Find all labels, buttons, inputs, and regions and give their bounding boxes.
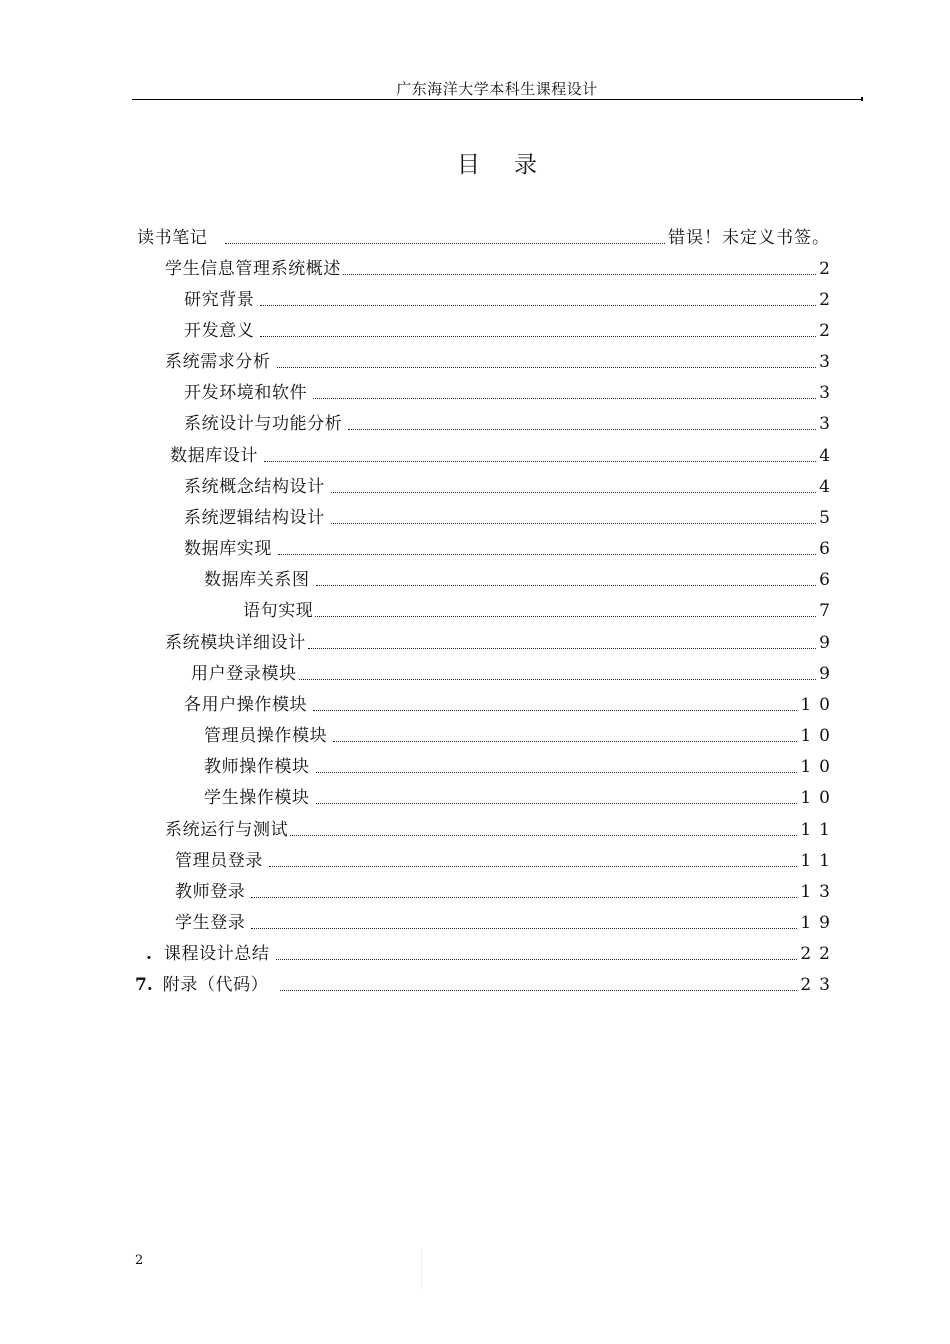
toc-entry[interactable] [184, 693, 838, 717]
toc-leader [278, 554, 816, 555]
toc-entry-label: 课程设计总结 [163, 944, 270, 964]
toc-entry-page: 6 [819, 539, 838, 559]
toc-entry-label: 教师登录 [175, 882, 246, 902]
toc-leader [290, 835, 797, 836]
toc-entry-page: 10 [800, 788, 838, 808]
toc-leader [264, 461, 816, 462]
toc-entry-label: 教师操作模块 [204, 757, 310, 777]
toc-entry-page: 10 [800, 726, 838, 746]
toc-entry-label: 系统需求分析 [165, 352, 271, 372]
toc-leader [315, 616, 816, 617]
header-rule-end [861, 97, 863, 101]
toc-leader [343, 274, 816, 275]
toc-entry-page: 3 [819, 414, 838, 434]
toc-entry[interactable] [165, 818, 838, 842]
toc-entry[interactable] [184, 537, 838, 561]
toc-leader [331, 492, 816, 493]
toc-entry[interactable] [204, 755, 838, 779]
toc-entry-label: 管理员登录 [175, 851, 263, 871]
toc-entry[interactable] [135, 226, 830, 250]
toc-leader [260, 336, 816, 337]
header-rule [132, 99, 862, 100]
toc-entry-number: . [146, 944, 152, 964]
toc-leader [251, 928, 797, 929]
toc-leader [225, 243, 665, 244]
toc-entry[interactable] [175, 849, 838, 873]
toc-entry[interactable] [170, 444, 838, 468]
toc-leader [251, 897, 797, 898]
toc-entry-page: 9 [819, 633, 838, 653]
toc-entry-page: 9 [819, 664, 838, 684]
toc-entry-number: 7. [135, 975, 153, 995]
toc-entry-page: 3 [819, 383, 838, 403]
toc-entry[interactable] [243, 599, 838, 623]
footer-divider [421, 1248, 422, 1290]
toc-entry-label: 开发意义 [184, 321, 255, 341]
toc-leader [333, 741, 797, 742]
toc-entry-page: 10 [800, 695, 838, 715]
toc-entry-page: 19 [800, 913, 838, 933]
toc-entry[interactable] [165, 631, 838, 655]
toc-leader [269, 866, 797, 867]
toc-entry[interactable] [165, 350, 838, 374]
toc-leader [308, 648, 816, 649]
toc-leader [277, 367, 817, 368]
toc-entry-label: 开发环境和软件 [184, 383, 308, 403]
toc-entry-label: 研究背景 [184, 290, 255, 310]
toc-entry-label: 数据库实现 [184, 539, 272, 559]
toc-entry-page: 11 [800, 820, 838, 840]
page-number: 2 [135, 1253, 144, 1268]
page-title: 目录 [457, 152, 571, 178]
toc-entry-label: 学生信息管理系统概述 [165, 259, 341, 279]
toc-entry-page: 22 [800, 944, 838, 964]
toc-entry-label: 学生登录 [175, 913, 246, 933]
toc-entry[interactable] [184, 506, 838, 530]
toc-entry[interactable] [184, 475, 838, 499]
toc-entry-label: 系统设计与功能分析 [184, 414, 343, 434]
toc-entry-page: 7 [819, 601, 838, 621]
toc-entry[interactable] [204, 568, 838, 592]
toc-leader [316, 772, 798, 773]
toc-entry[interactable] [191, 662, 838, 686]
toc-leader [313, 398, 816, 399]
toc-entry[interactable] [184, 381, 838, 405]
toc-entry[interactable] [135, 973, 838, 997]
toc-entry-label: 学生操作模块 [204, 788, 310, 808]
toc-entry[interactable] [175, 880, 838, 904]
toc-entry[interactable] [146, 942, 838, 966]
toc-entry-label: 系统逻辑结构设计 [184, 508, 325, 528]
toc-entry-label: 系统运行与测试 [165, 820, 289, 840]
toc-entry-label: 数据库设计 [170, 446, 258, 466]
toc-leader [299, 679, 817, 680]
toc-entry[interactable] [184, 288, 838, 312]
toc-entry-page: 4 [819, 477, 838, 497]
toc-entry[interactable] [165, 257, 838, 281]
toc-entry-label: 附录（代码） [162, 975, 269, 995]
toc-entry-page: 2 [819, 290, 838, 310]
toc-leader [313, 710, 797, 711]
toc-entry-page: 13 [800, 882, 838, 902]
toc-entry[interactable] [204, 724, 838, 748]
toc-entry-label: 语句实现 [243, 601, 314, 621]
toc-leader [316, 803, 798, 804]
toc-entry-label: 数据库关系图 [204, 570, 310, 590]
toc-entry-page: 11 [800, 851, 838, 871]
toc-entry-label: 系统模块详细设计 [165, 633, 306, 653]
toc-leader [331, 523, 816, 524]
toc-entry-page: 3 [819, 352, 838, 372]
toc-entry-page: 错误！未定义书签。 [668, 228, 830, 248]
toc-entry-label: 用户登录模块 [191, 664, 297, 684]
toc-entry-page: 5 [819, 508, 838, 528]
toc-leader [348, 429, 816, 430]
toc-entry-page: 2 [819, 259, 838, 279]
toc-entry-label: 管理员操作模块 [204, 726, 328, 746]
toc-entry-page: 10 [800, 757, 838, 777]
toc-entry-page: 6 [819, 570, 838, 590]
toc-leader [280, 990, 797, 991]
toc-leader [316, 585, 817, 586]
toc-leader [276, 959, 798, 960]
toc-entry[interactable] [184, 319, 838, 343]
toc-entry-label: 读书笔记 [137, 228, 208, 248]
toc-entry-page: 2 [819, 321, 838, 341]
toc-entry[interactable] [204, 786, 838, 810]
toc-entry-page: 4 [819, 446, 838, 466]
toc-entry[interactable] [175, 911, 838, 935]
toc-entry[interactable] [184, 412, 838, 436]
toc-entry-label: 系统概念结构设计 [184, 477, 325, 497]
running-header: 广东海洋大学本科生课程设计 [396, 80, 598, 98]
toc-leader [260, 305, 816, 306]
toc-entry-label: 各用户操作模块 [184, 695, 308, 715]
toc-entry-page: 23 [800, 975, 838, 995]
